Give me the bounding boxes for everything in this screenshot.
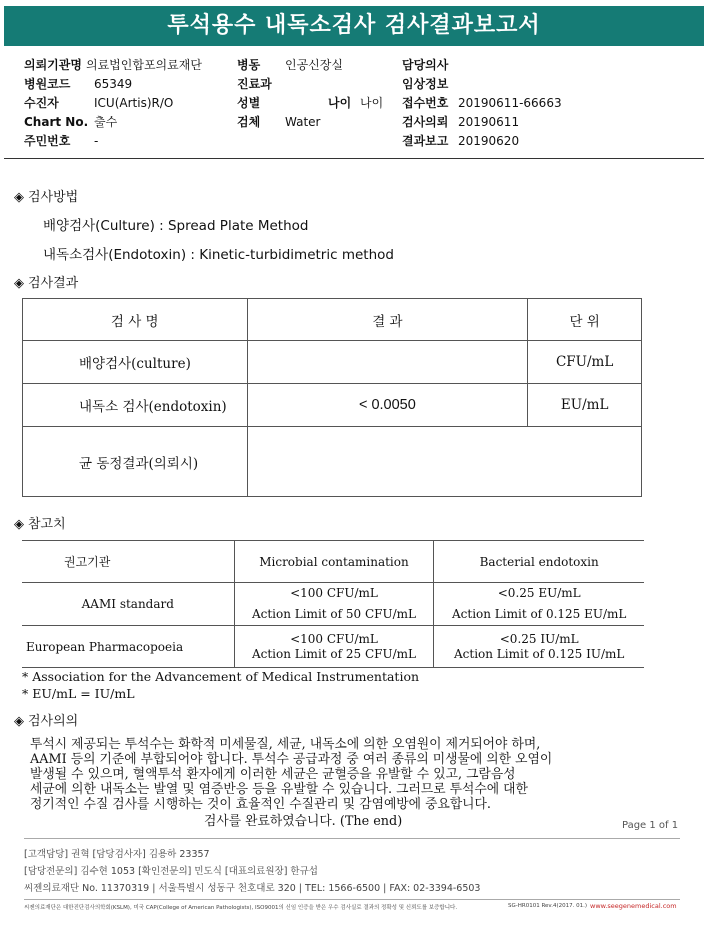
reference-table <box>22 540 644 668</box>
org-name: European Pharmacopoeia <box>22 626 234 668</box>
footer-line3: 씨젠의료재단 No. 11370319 | 서울특별시 성동구 천호대로 320 | TEL: 1566-6500 | FAX: 02-3394-6503 <box>24 883 481 894</box>
accession-label: 접수번호 <box>402 96 449 110</box>
micro-limit: <100 CFU/mL Action Limit of 25 CFU/mL <box>234 626 434 668</box>
method-endotoxin: 내독소검사(Endotoxin) : Kinetic-turbidimetric method <box>43 247 394 263</box>
age-field <box>328 94 383 111</box>
footer-line1: [고객담당] 권혁 [담당검사자] 김용하 23357 <box>24 849 210 860</box>
doctor-label: 담당의사 <box>402 58 449 72</box>
test-result <box>247 427 641 497</box>
department-label: 진료과 <box>237 77 272 91</box>
table-row <box>22 583 644 626</box>
chart-no-value: 출수 <box>94 115 118 129</box>
table-row <box>23 341 642 384</box>
diamond-icon: ◈ <box>14 517 24 532</box>
specimen-label: 검체 <box>237 115 261 129</box>
request-date-label: 검사의뢰 <box>402 115 449 129</box>
end-statement: 검사를 완료하였습니다. (The end) <box>204 814 403 829</box>
clinical-info-label: 임상정보 <box>402 77 449 91</box>
opinion-text: 투석시 제공되는 투석수는 화학적 미세물질, 세균, 내독소에 의한 오염원이 제거되어야 하며, AAMI 등의 기준에 부합되어야 합니다. 투석수 공급과정 중 여러 종류의 미생물에 의한 오염이 발생될 수 있으며, 혈액투석 환자에게 이러한 세균은 균혈증을 유발할 수 있고, 그람음성 세균에 의한 내독소는 발열 및 염증반응 등을 유발할 수 있습니다. 그러므로 투석수에 대한 정기적인 수질 검사를 시행하는 것이 효율적인 수질관리 및 감염예방에 중요합니다. 검사를 완료하였습니다. (The end) <box>30 737 640 829</box>
col-result: 결 과 <box>247 299 528 341</box>
table-row <box>23 384 642 427</box>
test-name: 균 동정결과(의뢰시) <box>23 427 248 497</box>
unit-footnote: * EU/mL = IU/mL <box>22 686 135 701</box>
institution-label: 의뢰기관명 <box>24 58 82 72</box>
test-unit: CFU/mL <box>528 341 642 384</box>
diamond-icon: ◈ <box>14 276 24 291</box>
test-name: 내독소 검사(endotoxin) <box>23 384 248 427</box>
reference-header-row <box>22 541 644 583</box>
report-date-value: 20190620 <box>458 134 520 148</box>
report-date-label: 결과보고 <box>402 134 449 148</box>
footer-divider <box>24 899 680 900</box>
footer-certification: 씨젠의료재단은 대한진단검사의학회(KSLM), 미국 CAP(College of American Pathologists), ISO9001의 신임 인증을 받은 우수 검사실로 결과의 정확성 및 신뢰도를 보증합니다. <box>24 905 458 911</box>
org-name: AAMI standard <box>22 583 234 626</box>
col-test-name: 검 사 명 <box>23 299 248 341</box>
opinion-heading: ◈ 검사의의 <box>14 714 79 729</box>
method-heading: ◈ 검사방법 <box>14 190 79 205</box>
accession-value: 20190611-66663 <box>458 96 562 110</box>
page-number: Page 1 of 1 <box>622 820 679 831</box>
test-result <box>247 341 528 384</box>
sex-label: 성별 <box>237 96 261 110</box>
col-micro: Microbial contamination <box>234 541 434 583</box>
diamond-icon: ◈ <box>14 190 24 205</box>
footer-url[interactable]: www.seegenemedical.com <box>590 902 677 910</box>
hospital-code-label: 병원코드 <box>24 77 71 91</box>
request-date-value: 20190611 <box>458 115 520 129</box>
chart-no-label: Chart No. <box>24 115 89 129</box>
aami-footnote: * Association for the Advancement of Medical Instrumentation <box>22 669 420 684</box>
micro-limit: <100 CFU/mL Action Limit of 50 CFU/mL <box>234 583 434 626</box>
col-endo: Bacterial endotoxin <box>434 541 644 583</box>
ward-label: 병동 <box>237 58 261 72</box>
patient-value: ICU(Artis)R/O <box>94 96 174 110</box>
header-divider <box>4 158 704 159</box>
report-title: 투석용수 내독소검사 검사결과보고서 <box>4 6 704 46</box>
endo-limit: <0.25 IU/mL Action Limit of 0.125 IU/mL <box>434 626 644 668</box>
patient-label: 수진자 <box>24 96 59 110</box>
results-heading: ◈ 검사결과 <box>14 276 79 291</box>
table-row <box>23 427 642 497</box>
ward-value: 인공신장실 <box>285 58 343 72</box>
footer-code: SG-HR0101 Rev.4(2017. 01.) <box>508 903 588 909</box>
test-result: < 0.0050 <box>247 384 528 427</box>
footer-line2: [담당전문의] 김수현 1053 [확인전문의] 민도식 [대표의료원장] 한규섭 <box>24 866 318 877</box>
resident-no-value: - <box>94 134 99 148</box>
resident-no-label: 주민번호 <box>24 134 71 148</box>
endo-limit: <0.25 EU/mL Action Limit of 0.125 EU/mL <box>434 583 644 626</box>
age-label: 나이 <box>328 96 352 110</box>
institution-value: 의료법인합포의료재단 <box>86 58 202 72</box>
reference-heading: ◈ 참고치 <box>14 517 66 532</box>
test-unit: EU/mL <box>528 384 642 427</box>
age-value: 나이 <box>360 96 384 110</box>
col-org: 권고기관 <box>22 541 234 583</box>
results-header-row <box>23 299 642 341</box>
results-table <box>22 298 642 497</box>
header-col3 <box>402 56 562 151</box>
col-unit: 단 위 <box>528 299 642 341</box>
diamond-icon: ◈ <box>14 714 24 729</box>
header-col1 <box>24 56 202 151</box>
method-culture: 배양검사(Culture) : Spread Plate Method <box>43 218 309 234</box>
hospital-code-value: 65349 <box>94 77 133 91</box>
table-row <box>22 626 644 668</box>
test-name: 배양검사(culture) <box>23 341 248 384</box>
specimen-value: Water <box>285 115 321 129</box>
footer-divider <box>24 838 680 839</box>
